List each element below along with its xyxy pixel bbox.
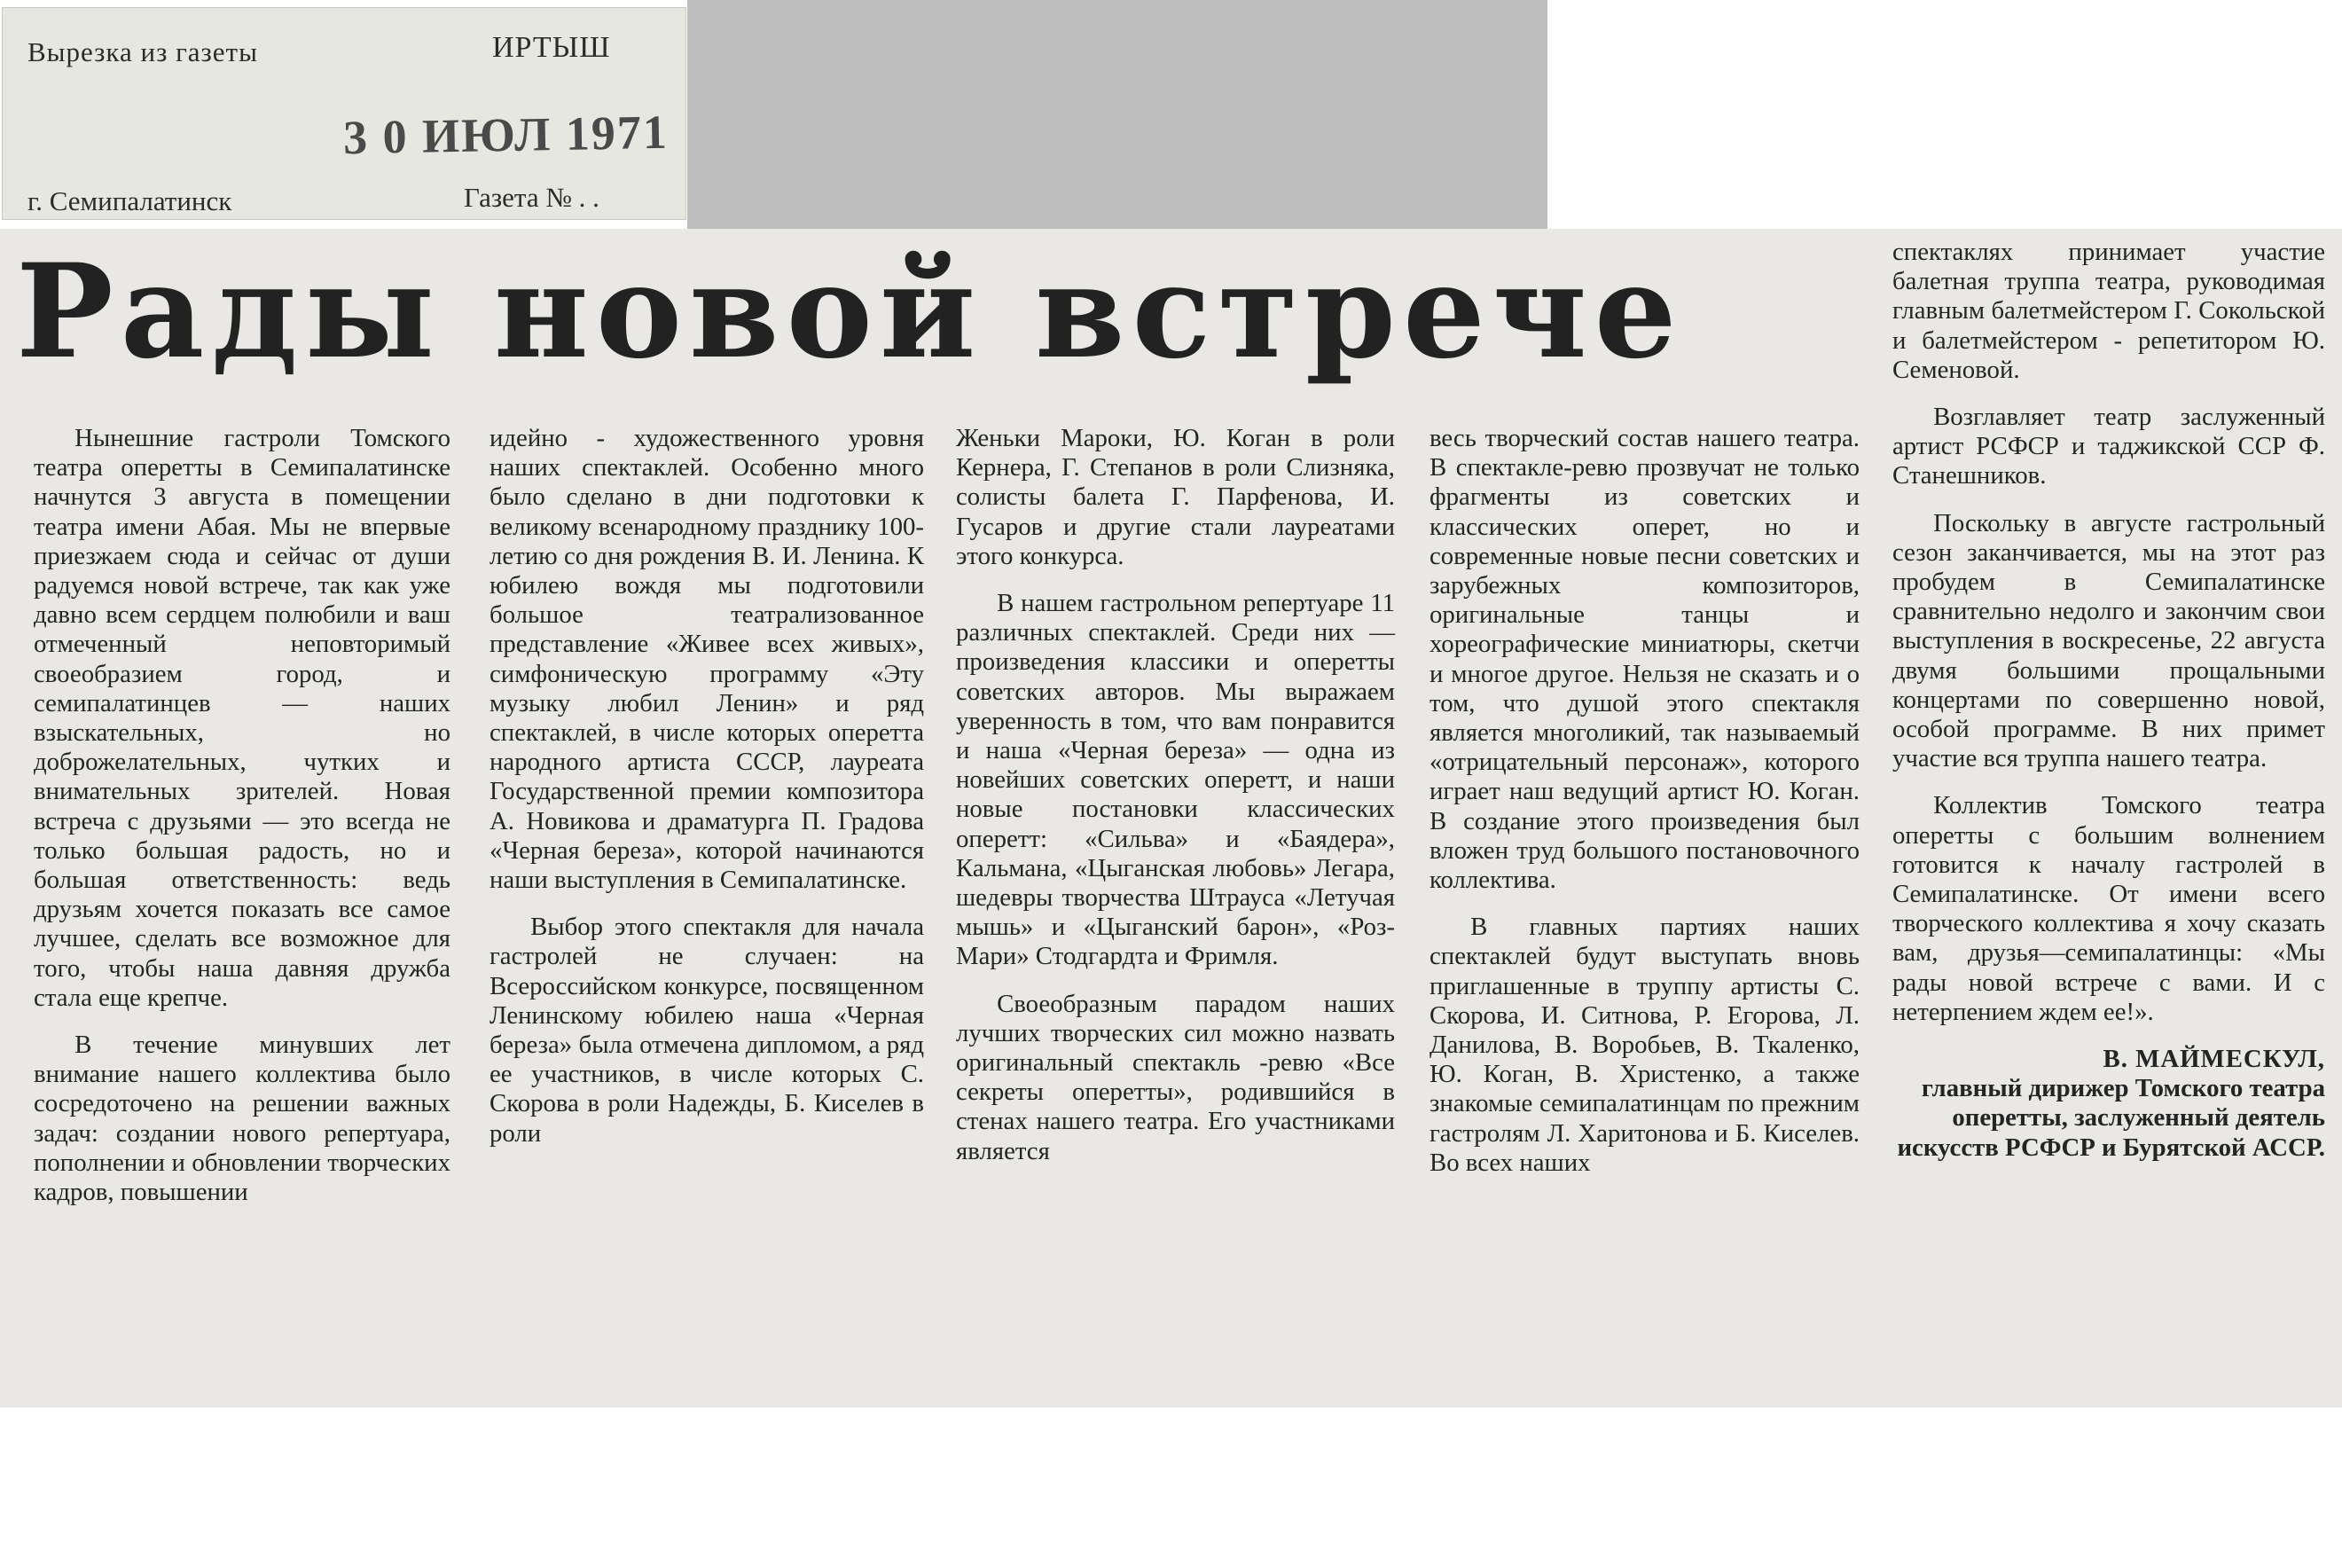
clipping-from-label: Вырезка из газеты xyxy=(27,36,258,67)
paragraph: Нынешние гастроли Томского театра оперетты в Семипалатинске начнутся 3 августа в помещении театра имени Абая. Мы не впервые приезжаем сюда и сейчас от души радуемся новой встрече, так как уже давно всем сердцем полюбили и ваш отмеченный неповторимый своеобразием город, и семипалатинцев — наших взыскательных, но доброжелательных, чутких и внимательных зрителей. Новая встреча с друзьями — это всегда не только большая радость, но и большая ответственность: ведь друзьям хочется показать все самое лучшее, сделать все возможное для того, чтобы наша давняя дружба стала еще крепче. xyxy=(34,424,450,1012)
paragraph: Возглавляет театр заслуженный артист РСФСР и таджикской ССР Ф. Станешников. xyxy=(1892,403,2325,490)
article-column-2 xyxy=(490,424,924,1568)
clipping-label-card xyxy=(2,7,686,220)
paragraph: В главных партиях наших спектаклей будут выступать вновь приглашенные в труппу артисты С. Скорова, И. Ситнова, Р. Егорова, Л. Данилова, В. Воробьев, В. Ткаленко, Ю. Коган, В. Христенко, а также знакомые семипалатинцам по прежним гастролям Л. Харитонова и Б. Киселев. Во всех наших xyxy=(1429,913,1860,1177)
paragraph: спектаклях принимает участие балетная труппа театра, руководимая главным балетмейстером Г. Сокольской и балетмейстером - репетитором Ю. Семеновой. xyxy=(1892,238,2325,384)
paragraph: Выбор этого спектакля для начала гастролей не случаен: на Всероссийском конкурсе, посвященном Ленинскому юбилею наша «Черная береза» была отмечена дипломом, а ряд ее участников, в числе которых С. Скорова в роли Надежды, Б. Киселев в роли xyxy=(490,913,924,1148)
article-column-3 xyxy=(956,424,1395,1568)
author-signature: В. МАЙМЕСКУЛ, xyxy=(2103,1045,2325,1074)
paragraph: Поскольку в августе гастрольный сезон заканчивается, мы на этот раз пробудем в Семипалатинске сравнительно недолго и закончим свои выступления в воскресенье, 22 августа двумя большими прощальными концертами по совершенно новой, особой программе. В них примет участие вся труппа нашего театра. xyxy=(1892,508,2325,773)
paragraph: Женьки Мароки, Ю. Коган в роли Кернера, Г. Степанов в роли Слизняка, солисты балета Г. Парфенова, И. Гусаров и другие стали лауреатами этого конкурса. xyxy=(956,424,1395,570)
paragraph: В нашем гастрольном репертуаре 11 различных спектаклей. Среди них — произведения классики и оперетты советских авторов. Мы выражаем уверенность в том, что вам понравится и наша «Черная береза» — одна из новейших советских оперетт, и наши новые постановки классических оперетт: «Сильва» и «Баядера», Кальмана, «Цыганская любовь» Легара, шедевры творчества Штрауса «Летучая мышь» и «Цыганский барон», «Роз-Мари» Стодгардта и Фримля. xyxy=(956,589,1395,971)
paragraph: идейно - художественного уровня наших спектаклей. Особенно много было сделано в дни подготовки к великому всенародному празднику 100-летию со дня рождения В. И. Ленина. К юбилею вождя мы подготовили большое театрализованное представление «Живее всех живых», симфоническую программу «Эту музыку любил Ленин» и ряд спектаклей, в числе которых оперетта народного артиста СССР, лауреата Государственной премии композитора А. Новикова и драматурга П. Градова «Черная береза», которой начинаются наши выступления в Семипалатинске. xyxy=(490,424,924,895)
gazette-number-label: Газета № . . xyxy=(464,182,599,213)
newspaper-name: ИРТЫШ xyxy=(492,31,611,64)
article-headline: Рады новой встрече xyxy=(16,236,1684,388)
city-label: г. Семипалатинск xyxy=(27,185,232,216)
paragraph: В течение минувших лет внимание нашего коллектива было сосредоточено на решении важных задач: создании нового репертуара, пополнении и обновлении творческих кадров, повышении xyxy=(34,1031,450,1207)
newspaper-clipping xyxy=(0,229,2342,1407)
date-stamp: 3 0 ИЮЛ 1971 xyxy=(342,105,670,165)
article-column-1 xyxy=(34,424,450,1568)
paragraph: Своеобразным парадом наших лучших творческих сил можно назвать оригинальный спектакль -ревю «Все секреты оперетты», родившийся в стенах нашего театра. Его участниками является xyxy=(956,989,1395,1165)
paragraph: Коллектив Томского театра оперетты с большим волнением готовится к началу гастролей в Семипалатинске. От имени всего творческого коллектива я хочу сказать вам, друзья—семипалатинцы: «Мы рады новой встрече с вами. И с нетерпением ждем ее!». xyxy=(1892,791,2325,1026)
paragraph: весь творческий состав нашего театра. В спектакле-ревю прозвучат не только фрагменты из советских и классических оперет, но и современные новые песни советских и зарубежных композиторов, оригинальные танцы и хореографические миниатюры, скетчи и многое другое. Нельзя не сказать и о том, что душой этого спектакля является многоликий, так называемый «отрицательный персонаж», которого играет наш ведущий артист Ю. Коган. В создание этого произведения был вложен труд большого постановочного коллектива. xyxy=(1429,424,1860,895)
author-role: главный дирижер Томского театра оперетты, заслуженный деятель искусств РСФСР и Бурятской АССР. xyxy=(1897,1074,2325,1162)
scan-background-strip xyxy=(687,0,1547,231)
article-column-4 xyxy=(1429,424,1860,1568)
article-column-5 xyxy=(1892,238,2325,1408)
